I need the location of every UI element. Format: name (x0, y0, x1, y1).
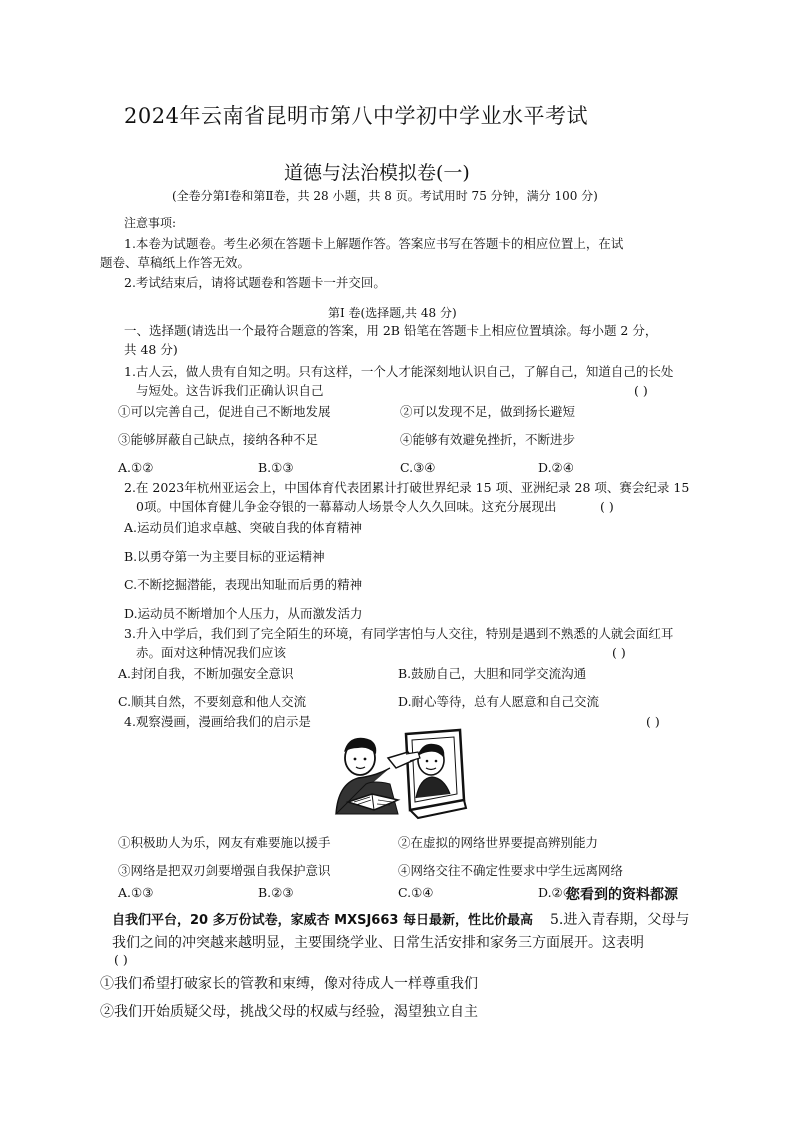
q2-answer-paren: ( ) (600, 499, 614, 514)
promo-text-part-1: 您看到的资料都源 (566, 887, 678, 903)
exam-info: (全卷分第Ⅰ卷和第Ⅱ卷，共 28 小题，共 8 页。考试用时 75 分钟，满分 100 分) (172, 189, 598, 203)
q1-option-c: C.③④ (400, 460, 436, 475)
promo-text-part-2: 自我们平台，20 多万份试卷，家威杏 MXSJ663 每日最新，性比价最高 (112, 913, 533, 928)
q3-answer-paren: ( ) (612, 645, 626, 660)
q1-stem-line-1: 1.古人云，做人贵有自知之明。只有这样，一个人才能深刻地认识自己，了解自己，知道自己的长处 (124, 364, 674, 379)
notes-heading: 注意事项: (124, 216, 177, 230)
q2-stem-line-2: 0项。中国体育健儿争金夺银的一幕幕动人场景令人久久回味。这充分展现出 (136, 499, 557, 514)
q3-option-b: B.鼓励自己，大胆和同学交流沟通 (398, 666, 587, 681)
q4-statement-1: ①积极助人为乐，网友有难要施以援手 (118, 835, 331, 850)
q1-statement-2: ②可以发现不足，做到扬长避短 (400, 404, 576, 419)
q4-option-b: B.②③ (258, 885, 294, 900)
q2-stem-line-1: 2.在 2023年杭州亚运会上，中国体育代表团累计打破世界纪录 15 项、亚洲纪录 28 项、赛会纪录 15 (124, 480, 690, 495)
q4-option-a: A.①③ (118, 885, 154, 900)
q1-option-a: A.①② (118, 460, 154, 475)
note-1-line-1: 1.本卷为试题卷。考生必须在答题卡上解题作答。答案应书写在答题卡的相应位置上，在试 (124, 236, 624, 251)
q2-option-c: C.不断挖掘潜能，表现出知耻而后勇的精神 (124, 577, 363, 592)
q2-option-a: A.运动员们追求卓越、突破自我的体育精神 (124, 520, 363, 535)
q3-option-d: D.耐心等待，总有人愿意和自己交流 (398, 694, 600, 709)
q4-stem: 4.观察漫画，漫画给我们的启示是 (124, 714, 311, 729)
q4-answer-paren: ( ) (646, 714, 660, 729)
q1-statement-3: ③能够屏蔽自己缺点，接纳各种不足 (118, 432, 319, 447)
q3-option-c: C.顺其自然，不要刻意和他人交流 (118, 694, 307, 709)
section-1-instructions-line-1: 一、选择题(请选出一个最符合题意的答案，用 2B 铅笔在答题卡上相应位置填涂。每小题 2 分， (124, 323, 658, 338)
q2-option-b: B.以勇夺第一为主要目标的亚运精神 (124, 549, 325, 564)
q5-stem-line-2: 我们之间的冲突越来越明显，主要围绕学业、日常生活安排和家务三方面展开。这表明 (112, 935, 644, 951)
q1-option-d: D.②④ (538, 460, 574, 475)
q3-option-a: A.封闭自我，不断加强安全意识 (118, 666, 294, 681)
note-1-line-2: 题卷、草稿纸上作答无效。 (100, 255, 251, 270)
q1-stem-line-2: 与短处。这告诉我们正确认识自己 (136, 383, 324, 398)
q3-stem-line-2: 赤。面对这种情况我们应该 (136, 645, 287, 660)
q5-stem-line-1: 5.进入青春期，父母与 (550, 912, 690, 928)
exam-title: 2024年云南省昆明市第八中学初中学业水平考试 (124, 104, 588, 128)
q5-statement-1: ①我们希望打破家长的管教和束缚，像对待成人一样尊重我们 (100, 976, 478, 992)
q1-statement-4: ④能够有效避免挫折，不断进步 (400, 432, 576, 447)
q4-statement-2: ②在虚拟的网络世界要提高辨别能力 (398, 835, 599, 850)
q4-option-d: D.②④ (538, 885, 574, 900)
section-1-instructions-line-2: 共 48 分) (124, 342, 178, 357)
q2-option-d: D.运动员不断增加个人压力，从而激发活力 (124, 606, 363, 621)
q1-option-b: B.①③ (258, 460, 294, 475)
q3-stem-line-1: 3.升入中学后，我们到了完全陌生的环境，有同学害怕与人交往，特别是遇到不熟悉的人就会面红耳 (124, 626, 674, 641)
q5-statement-2: ②我们开始质疑父母，挑战父母的权威与经验，渴望独立自主 (100, 1004, 478, 1020)
comic-illustration (318, 728, 468, 820)
section-1-heading: 第Ⅰ 卷(选择题,共 48 分) (328, 306, 457, 320)
note-2: 2.考试结束后，请将试题卷和答题卡一并交回。 (124, 275, 386, 290)
exam-subject-title: 道德与法治模拟卷(一) (284, 162, 470, 184)
q4-statement-3: ③网络是把双刃剑要增强自我保护意识 (118, 863, 331, 878)
q1-answer-paren: ( ) (634, 383, 648, 398)
q5-answer-paren: ( ) (114, 952, 128, 967)
q4-option-c: C.①④ (398, 885, 434, 900)
q1-statement-1: ①可以完善自己，促进自己不断地发展 (118, 404, 331, 419)
q4-statement-4: ④网络交往不确定性要求中学生远离网络 (398, 863, 624, 878)
